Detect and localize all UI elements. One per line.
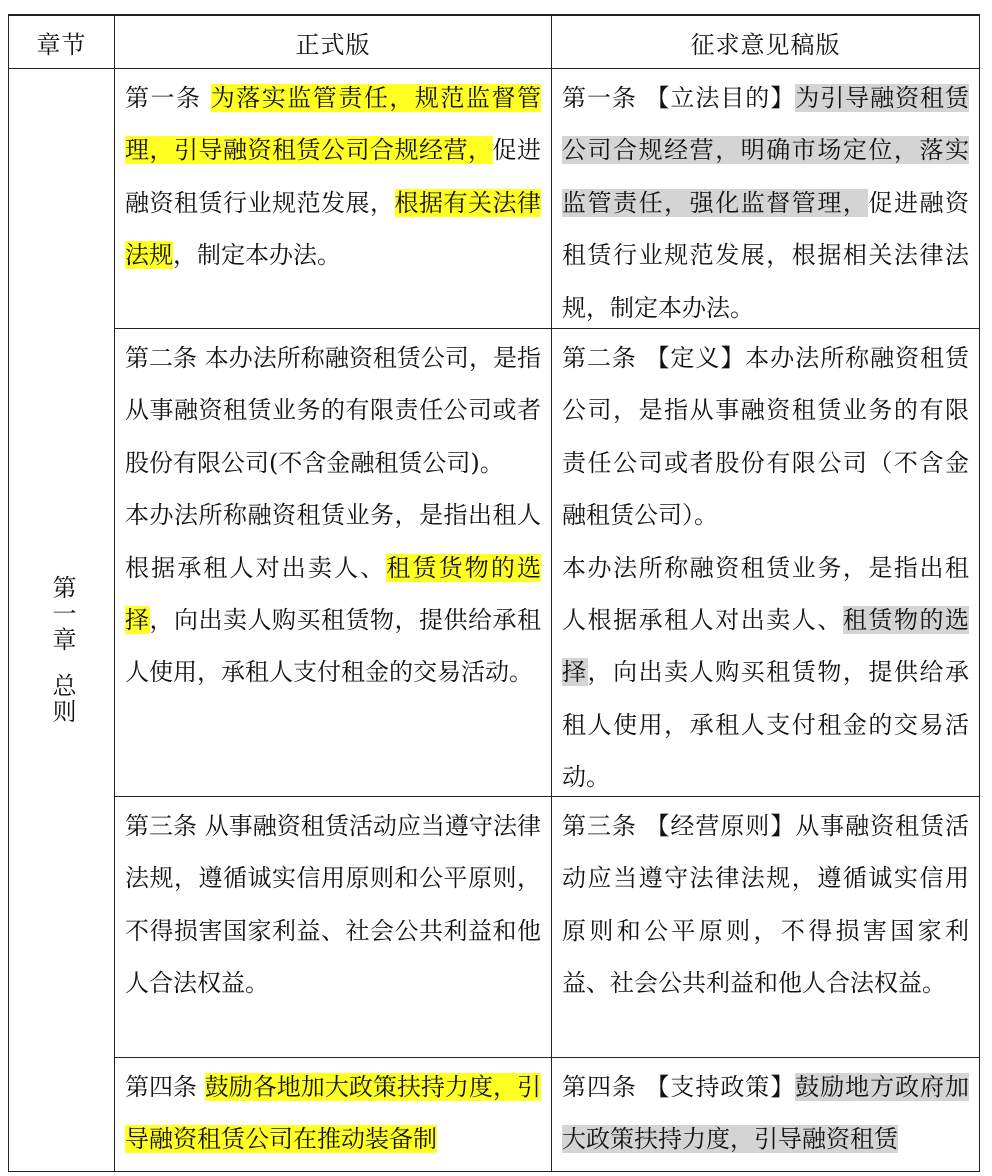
article-text: ，制定本办法。	[173, 241, 341, 270]
article-text: ，向出卖人购买租赁物，提供给承租人使用，承租人支付租金的交易活动。	[125, 606, 541, 687]
draft-version-column	[552, 69, 979, 1171]
comparison-table	[8, 14, 980, 1172]
article-paragraph: 第二条 【定义】本办法所称融资租赁公司，是指从事融资租赁业务的有限责任公司或者股份有限公司（不含金融租赁公司）。	[562, 344, 969, 530]
chapter-number: 第一章	[48, 575, 76, 653]
chapter-one-row	[9, 69, 979, 1171]
draft-article-4	[552, 1058, 979, 1171]
formal-article-4	[115, 1058, 551, 1171]
draft-article-1	[552, 69, 979, 329]
highlight-yellow: 鼓励各地加大政策扶持力度，引导融资租赁公司在推动装备制	[125, 1073, 541, 1154]
article-paragraph: 第二条 本办法所称融资租赁公司，是指从事融资租赁业务的有限责任公司或者股份有限公司(不含金融租赁公司)。	[125, 344, 541, 477]
article-lead: 第四条	[125, 1073, 205, 1101]
formal-article-3	[115, 797, 551, 1058]
header-formal-version: 正式版	[115, 16, 552, 68]
article-text: ，向出卖人购买租赁物，提供给承租人使用，承租人支付租金的交易活动。	[562, 658, 970, 792]
highlight-gray: 租赁物的选择	[562, 606, 970, 687]
article-text: 本办法所称融资租赁业务，是指出租人根据承租人对出卖人、	[562, 553, 969, 635]
article-text: 促进融资租赁行业规范发展，根据相关法律法规，制定本办法。	[562, 188, 970, 322]
formal-article-2	[115, 329, 551, 797]
table-header-row	[9, 16, 979, 69]
draft-article-3	[552, 797, 979, 1058]
highlight-gray: 为引导融资租赁公司合规经营，明确市场定位，落实监管责任，强化监督管理，	[562, 84, 969, 217]
header-draft-version: 征求意见稿版	[690, 30, 841, 59]
formal-article-1	[115, 69, 551, 329]
article-text: 促进融资租赁行业规范发展，	[125, 136, 541, 217]
article-lead: 第一条 【立法目的】	[562, 84, 796, 112]
highlight-yellow: 为落实监管责任，规范监督管理，引导融资租赁公司合规经营，	[125, 84, 541, 165]
article-paragraph: 第三条 从事融资租赁活动应当遵守法律法规，遵循诚实信用原则和公平原则，不得损害国家利益、社会公共利益和他人合法权益。	[125, 812, 541, 998]
article-text: 本办法所称融资租赁业务，是指出租人根据承租人对出卖人、	[125, 501, 541, 582]
chapter-title: 总则	[48, 673, 76, 725]
chapter-cell	[9, 69, 115, 1171]
highlight-yellow: 根据有关法律法规	[125, 188, 541, 270]
highlight-gray: 鼓励地方政府加大政策扶持力度，引导融资租赁	[562, 1073, 969, 1154]
draft-article-2	[552, 329, 979, 797]
article-lead: 第四条 【支持政策】	[562, 1073, 796, 1101]
header-chapter: 章节	[9, 16, 115, 68]
formal-version-column	[115, 69, 552, 1171]
highlight-yellow: 租赁货物的选择	[125, 553, 542, 635]
article-paragraph: 第三条 【经营原则】从事融资租赁活动应当遵守法律法规，遵循诚实信用原则和公平原则，不得损害国家利益、社会公共利益和他人合法权益。	[562, 812, 969, 998]
article-lead: 第一条	[125, 84, 211, 112]
